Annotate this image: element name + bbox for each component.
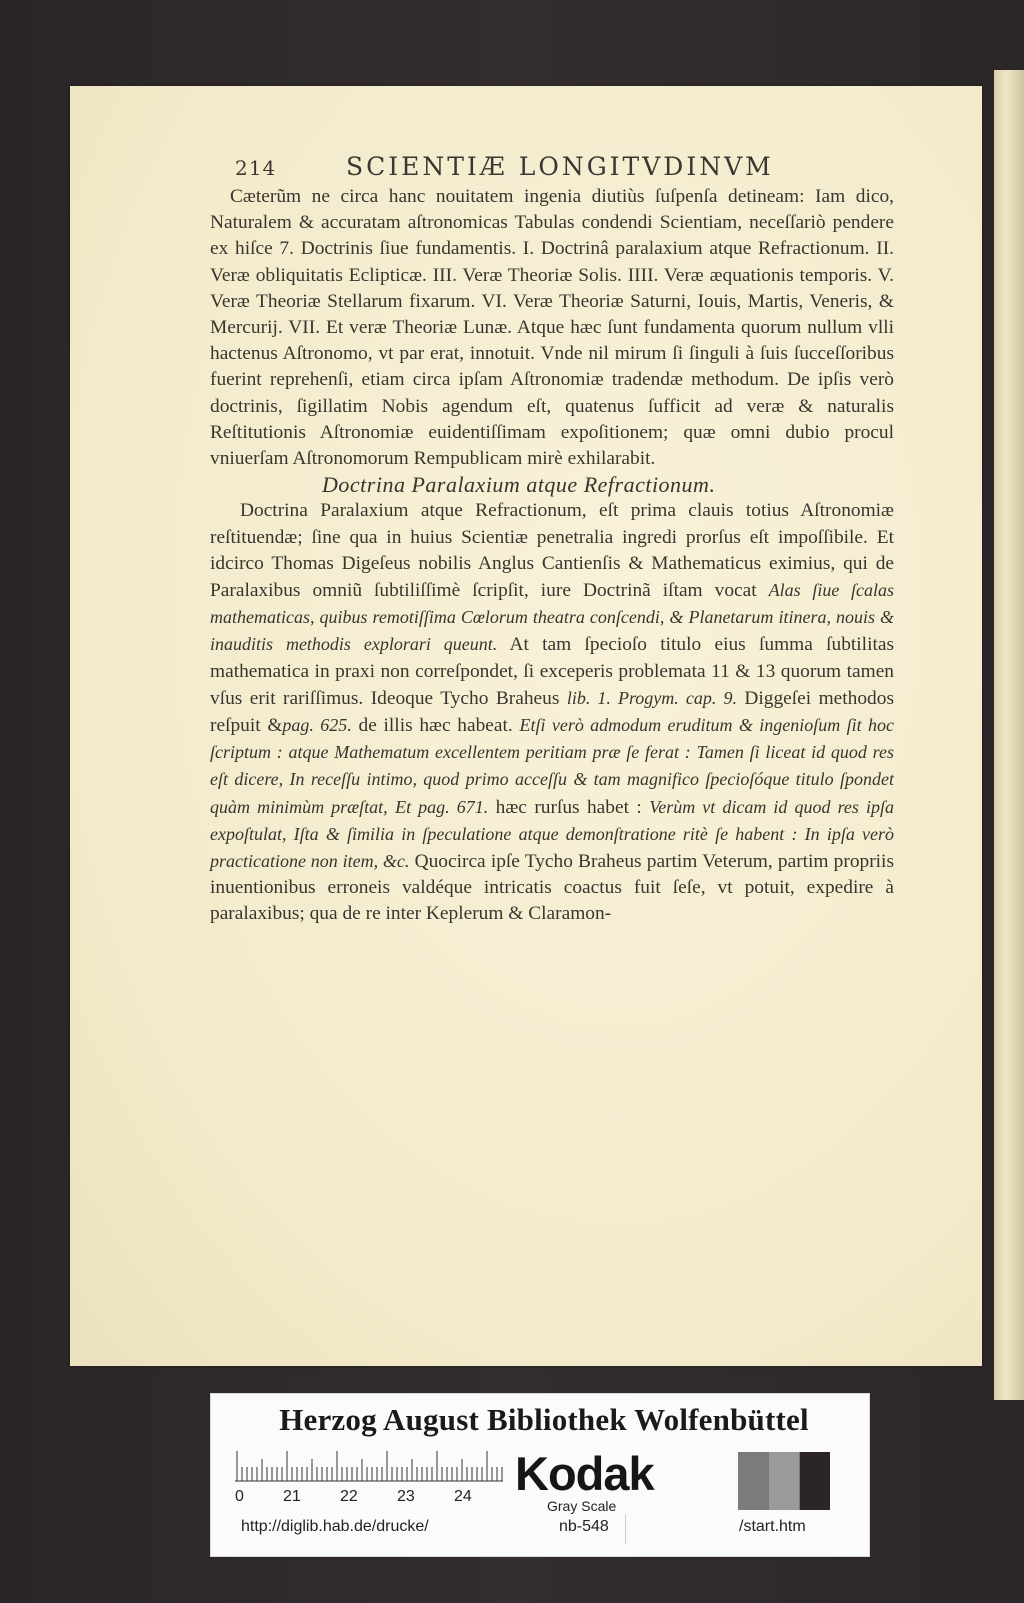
page-number: 214 xyxy=(235,156,277,180)
p2-ref-e: Et pag. 671. xyxy=(395,796,489,817)
p2-ref-b: lib. 1. Progym. cap. 9. xyxy=(566,687,737,708)
kodak-logo: Kodak xyxy=(515,1447,654,1500)
gray-swatch-light xyxy=(769,1452,799,1510)
p2-text-c: Diggeſei methodos reſpuit & xyxy=(210,687,894,737)
p2-ref-c: pag. 625. xyxy=(282,715,352,736)
p2-text-b: At tam ſpecioſo titulo eius ſumma ſubtilitas mathematica in praxi non correſpondet, ſi exceperis problemata 11 & 13 quorum tamen vſus erit rariſſimus. Ideoque Tycho Braheus xyxy=(210,634,894,709)
archive-url[interactable]: http://diglib.hab.de/drucke/ xyxy=(241,1518,429,1535)
library-name: Herzog August Bibliothek Wolfenbüttel xyxy=(279,1402,809,1437)
ruler-label: 22 xyxy=(340,1488,358,1505)
p2-text-e: hæc rurſus habet : xyxy=(495,796,642,818)
p2-text-d: de illis hæc habeat. xyxy=(358,715,513,737)
p2-text-a: Doctrina Paralaxium atque Refractionum, eſt prima clauis totius Aſtronomiæ reſtituendæ; ſine qua in huius Scientiæ penetralia ingredi prorſus eſt impoſſibile. Et idcirco Thomas Digeſeus nobilis Anglus Cantienſis & Mathematicus eximius, qui de Paralaxibus omniũ ſubtiliſſimè ſcripſit, iure Doctrinã iſtam vocat xyxy=(210,500,894,602)
reference-card xyxy=(210,1393,870,1557)
paragraph-2 xyxy=(210,498,894,927)
shelfmark: nb-548 xyxy=(559,1518,609,1535)
start-link[interactable]: /start.htm xyxy=(739,1518,806,1535)
ruler-label: 21 xyxy=(283,1488,301,1505)
ruler-label: 0 xyxy=(235,1488,244,1505)
section-heading: Doctrina Paralaxium atque Refractionum. xyxy=(322,472,716,498)
card-divider xyxy=(625,1514,626,1544)
p2-quote-a: Alas ſiue ſcalas mathematicas, quibus remotiſſima Cœlorum theatra conſcendi, & Planetarum itinera, nouis & inauditis methodis explorari queunt. xyxy=(210,580,894,655)
paragraph-1: Cæterũm ne circa hanc nouitatem ingenia diutiùs ſuſpenſa detineam: Iam dico, Naturalem & accuratam aſtronomicas Tabulas condendi Scientiam, neceſſariò pendere ex hiſce 7. Doctrinis ſiue fundamentis. I. Doctrinâ paralaxium atque Refractionum. II. Veræ obliquitatis Eclipticæ. III. Veræ Theoriæ Solis. IIII. Veræ æquationis temporis. V. Veræ Theoriæ Stellarum fixarum. VI. Veræ Theoriæ Saturni, Iouis, Martis, Veneris, & Mercurij. VII. Et veræ Theoriæ Lunæ. Atque hæc ſunt fundamenta quorum nullum vlli hactenus Aſtronomo, vt par erat, innotuit. Vnde nil mirum ſi ſinguli à ſuis ſucceſſoribus fuerint reprehenſi, etiam circa ipſam Aſtronomiæ tradendæ methodum. De ipſis verò doctrinis, ſigillatim Nobis agendum eſt, quatenus ſufficit ad veræ & naturalis Reſtitutionis Aſtronomiæ euidentiſſimam expoſitionem; quæ omni dubio procul vniuerſam Aſtronomorum Rempublicam mirè exhilarabit. xyxy=(210,186,894,470)
ruler-label: 23 xyxy=(397,1488,415,1505)
facing-page-edge xyxy=(994,70,1024,1400)
p2-quote-d: Etſi verò admodum eruditum & ingenioſum ſit hoc ſcriptum : atque Mathematum excellentem peritiam præ ſe ferat : Tamen ſi liceat id quod res eſt dicere, In receſſu intimo, quod primo acceſſu & tam magnifico ſpecioſóque titulo ſpondet quàm minimùm præſtat, xyxy=(210,715,894,817)
gray-scale-label: Gray Scale xyxy=(547,1498,617,1514)
page-body xyxy=(210,184,894,928)
ruler-scale xyxy=(235,1450,503,1482)
p2-quote-f: Verùm vt dicam id quod res ipſa expoſtulat, Iſta & ſimilia in ſpeculatione atque demonſtratione ritè ſe habent : In ipſa verò practicatione non item, &c. xyxy=(210,796,894,872)
gray-swatch-dark xyxy=(800,1452,830,1510)
p2-text-f: Quocirca ipſe Tycho Braheus partim Veterum, partim propriis inuentionibus erroneis valdéque intricatis coactus fuit ſeſe, vt potuit, expedire à paralaxibus; qua de re inter Keplerum & Claramon- xyxy=(210,851,894,925)
ruler-label: 24 xyxy=(454,1488,472,1505)
running-title: SCIENTIÆ LONGITVDINVM xyxy=(345,152,774,181)
running-head xyxy=(235,152,835,181)
